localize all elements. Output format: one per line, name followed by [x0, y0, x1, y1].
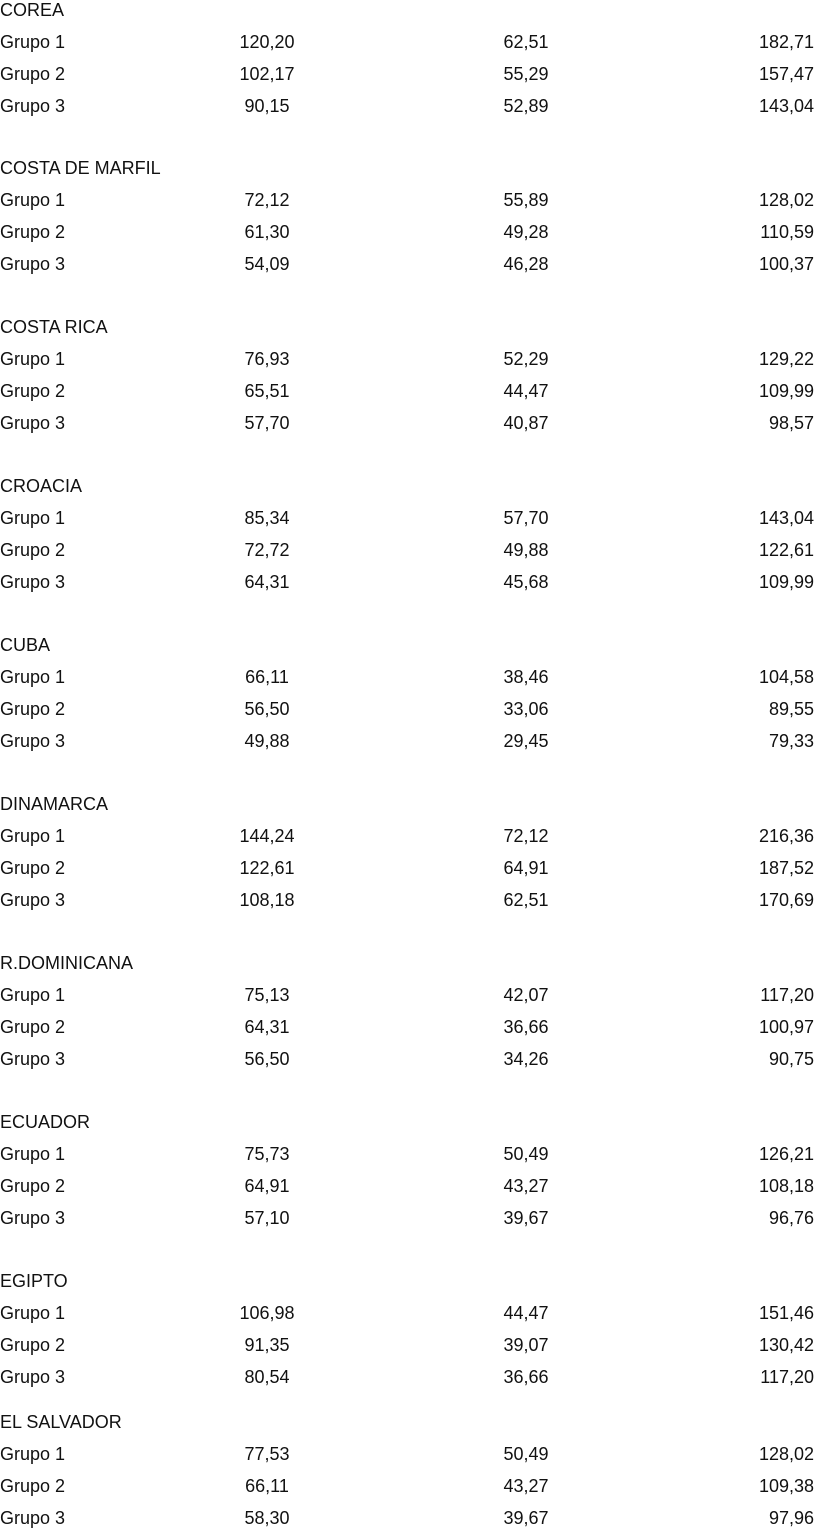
value-col-2: 52,89 [503, 96, 549, 116]
value-col-2: 62,51 [503, 32, 549, 52]
group-label: Grupo 1 [0, 32, 66, 52]
group-label: Grupo 3 [0, 731, 66, 751]
table-row [0, 699, 814, 719]
value-col-3: 97,96 [768, 1508, 814, 1528]
table-row [0, 731, 814, 751]
table-row [0, 985, 814, 1005]
value-col-1: 61,30 [244, 222, 290, 242]
country-heading: EL SALVADOR [0, 1412, 122, 1432]
value-col-3: 110,59 [760, 222, 814, 242]
table-row [0, 1444, 814, 1464]
group-label: Grupo 1 [0, 667, 66, 687]
value-col-2: 40,87 [503, 413, 549, 433]
value-col-1: 64,31 [244, 1017, 290, 1037]
value-col-3: 143,04 [758, 508, 814, 528]
group-label: Grupo 1 [0, 508, 66, 528]
value-col-3: 182,71 [758, 32, 814, 52]
country-heading: COSTA RICA [0, 317, 108, 337]
country-heading: COREA [0, 0, 65, 20]
table-row [0, 32, 814, 52]
value-col-3: 143,04 [758, 96, 814, 116]
table-row [0, 190, 814, 210]
value-col-2: 34,26 [503, 1049, 549, 1069]
value-col-1: 120,20 [239, 32, 295, 52]
value-col-2: 39,07 [503, 1335, 549, 1355]
group-label: Grupo 2 [0, 1017, 66, 1037]
table-row [0, 540, 814, 560]
value-col-3: 157,47 [758, 64, 814, 84]
group-label: Grupo 1 [0, 826, 66, 846]
group-label: Grupo 3 [0, 1049, 66, 1069]
table-row [0, 222, 814, 242]
value-col-1: 65,51 [244, 381, 290, 401]
value-col-1: 80,54 [244, 1367, 290, 1387]
value-col-3: 100,37 [758, 254, 814, 274]
table-row [0, 1017, 814, 1037]
value-col-3: 109,99 [758, 572, 814, 592]
table-row [0, 1367, 814, 1387]
table-row [0, 413, 814, 433]
value-col-1: 66,11 [245, 667, 289, 687]
value-col-3: 129,22 [758, 349, 814, 369]
value-col-1: 64,91 [244, 1176, 290, 1196]
group-label: Grupo 2 [0, 1176, 66, 1196]
value-col-1: 102,17 [239, 64, 295, 84]
group-label: Grupo 2 [0, 222, 66, 242]
group-label: Grupo 1 [0, 1144, 66, 1164]
table-row [0, 64, 814, 84]
group-label: Grupo 2 [0, 381, 66, 401]
table-row [0, 508, 814, 528]
group-label: Grupo 2 [0, 64, 66, 84]
value-col-2: 44,47 [503, 1303, 549, 1323]
value-col-3: 89,55 [768, 699, 814, 719]
value-col-2: 55,89 [503, 190, 549, 210]
value-col-1: 56,50 [244, 1049, 290, 1069]
value-col-3: 117,20 [760, 985, 814, 1005]
group-label: Grupo 1 [0, 1303, 66, 1323]
group-label: Grupo 1 [0, 985, 66, 1005]
value-col-2: 39,67 [503, 1508, 549, 1528]
group-label: Grupo 3 [0, 572, 66, 592]
value-col-1: 85,34 [244, 508, 290, 528]
value-col-2: 49,88 [503, 540, 549, 560]
group-label: Grupo 2 [0, 540, 66, 560]
value-col-1: 57,70 [244, 413, 290, 433]
table-row [0, 96, 814, 116]
group-label: Grupo 3 [0, 413, 66, 433]
table-row [0, 890, 814, 910]
table-row [0, 1049, 814, 1069]
value-col-2: 29,45 [503, 731, 549, 751]
value-col-1: 108,18 [239, 890, 295, 910]
value-col-1: 106,98 [239, 1303, 295, 1323]
country-heading: CUBA [0, 635, 51, 655]
value-col-3: 151,46 [758, 1303, 814, 1323]
value-col-2: 62,51 [503, 890, 549, 910]
table-row [0, 667, 814, 687]
group-label: Grupo 1 [0, 1444, 66, 1464]
table-row [0, 1508, 814, 1528]
value-col-2: 39,67 [503, 1208, 549, 1228]
value-col-2: 33,06 [503, 699, 549, 719]
value-col-1: 72,72 [244, 540, 290, 560]
value-col-3: 90,75 [768, 1049, 814, 1069]
value-col-2: 57,70 [503, 508, 549, 528]
table-row [0, 349, 814, 369]
table-row [0, 1176, 814, 1196]
value-col-1: 64,31 [244, 572, 290, 592]
value-col-2: 43,27 [503, 1176, 549, 1196]
country-heading: R.DOMINICANA [0, 953, 134, 973]
table-row [0, 572, 814, 592]
table-row [0, 1476, 814, 1496]
group-label: Grupo 3 [0, 1367, 66, 1387]
value-col-3: 96,76 [768, 1208, 814, 1228]
value-col-1: 75,73 [244, 1144, 290, 1164]
value-col-2: 49,28 [503, 222, 549, 242]
value-col-2: 43,27 [503, 1476, 549, 1496]
value-col-1: 91,35 [244, 1335, 290, 1355]
value-col-3: 104,58 [758, 667, 814, 687]
group-label: Grupo 3 [0, 96, 66, 116]
value-col-3: 109,38 [758, 1476, 814, 1496]
value-col-2: 50,49 [503, 1444, 549, 1464]
value-col-3: 126,21 [758, 1144, 814, 1164]
value-col-3: 122,61 [758, 540, 814, 560]
value-col-3: 79,33 [768, 731, 814, 751]
value-col-3: 170,69 [758, 890, 814, 910]
group-label: Grupo 1 [0, 349, 66, 369]
value-col-1: 58,30 [244, 1508, 290, 1528]
value-col-3: 117,20 [760, 1367, 814, 1387]
value-col-1: 56,50 [244, 699, 290, 719]
value-col-3: 128,02 [758, 1444, 814, 1464]
value-col-2: 45,68 [503, 572, 549, 592]
group-label: Grupo 3 [0, 890, 66, 910]
value-col-1: 49,88 [244, 731, 290, 751]
value-col-1: 90,15 [244, 96, 290, 116]
value-col-2: 72,12 [503, 826, 549, 846]
country-heading: ECUADOR [0, 1112, 91, 1132]
value-col-3: 108,18 [758, 1176, 814, 1196]
table-row [0, 254, 814, 274]
table-row [0, 1335, 814, 1355]
value-col-1: 72,12 [244, 190, 290, 210]
value-col-3: 100,97 [758, 1017, 814, 1037]
value-col-2: 52,29 [503, 349, 549, 369]
country-heading: COSTA DE MARFIL [0, 158, 161, 178]
value-col-3: 187,52 [758, 858, 814, 878]
group-label: Grupo 3 [0, 254, 66, 274]
value-col-1: 76,93 [244, 349, 290, 369]
group-label: Grupo 2 [0, 699, 66, 719]
group-label: Grupo 3 [0, 1208, 66, 1228]
table-row [0, 381, 814, 401]
value-col-2: 42,07 [503, 985, 549, 1005]
value-col-3: 98,57 [768, 413, 814, 433]
value-col-1: 75,13 [244, 985, 290, 1005]
value-col-3: 216,36 [758, 826, 814, 846]
value-col-2: 50,49 [503, 1144, 549, 1164]
country-heading: CROACIA [0, 476, 83, 496]
country-heading: DINAMARCA [0, 794, 109, 814]
table-row [0, 1144, 814, 1164]
group-label: Grupo 2 [0, 858, 66, 878]
group-label: Grupo 1 [0, 190, 66, 210]
value-col-3: 109,99 [758, 381, 814, 401]
value-col-3: 130,42 [758, 1335, 814, 1355]
table-row [0, 1208, 814, 1228]
value-col-2: 36,66 [503, 1367, 549, 1387]
table-row [0, 1303, 814, 1323]
group-label: Grupo 2 [0, 1476, 66, 1496]
value-col-2: 55,29 [503, 64, 549, 84]
value-col-2: 46,28 [503, 254, 549, 274]
country-heading: EGIPTO [0, 1271, 68, 1291]
value-col-1: 144,24 [239, 826, 295, 846]
value-col-2: 38,46 [503, 667, 549, 687]
value-col-2: 64,91 [503, 858, 549, 878]
value-col-1: 77,53 [244, 1444, 290, 1464]
value-col-2: 36,66 [503, 1017, 549, 1037]
value-col-1: 122,61 [239, 858, 295, 878]
group-label: Grupo 2 [0, 1335, 66, 1355]
group-label: Grupo 3 [0, 1508, 66, 1528]
value-col-2: 44,47 [503, 381, 549, 401]
table-row [0, 826, 814, 846]
value-col-1: 66,11 [245, 1476, 289, 1496]
value-col-1: 54,09 [244, 254, 290, 274]
value-col-3: 128,02 [758, 190, 814, 210]
value-col-1: 57,10 [244, 1208, 290, 1228]
table-row [0, 858, 814, 878]
